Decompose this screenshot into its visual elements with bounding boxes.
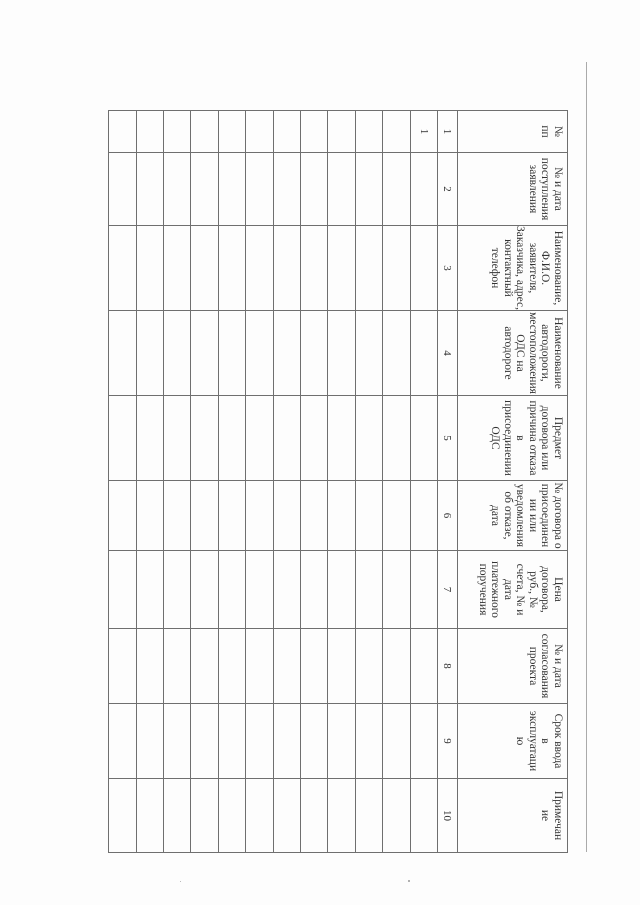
table-cell <box>328 779 355 853</box>
table-cell <box>410 226 437 311</box>
table-cell <box>136 779 163 853</box>
column-header-line: Заказчика, адрес, <box>514 226 527 310</box>
table-cell <box>136 481 163 551</box>
column-number: 5 <box>438 396 458 481</box>
table-cell <box>218 396 245 481</box>
column-header-line: договора, <box>539 566 552 613</box>
table-cell <box>355 153 382 226</box>
column-header-line: Цена <box>552 577 564 602</box>
table-row <box>136 111 163 853</box>
table-cell <box>410 311 437 396</box>
column-header-line: присоединен <box>539 483 552 548</box>
table-cell <box>246 629 273 704</box>
column-header-line: № и дата <box>552 167 564 211</box>
table-cell <box>328 481 355 551</box>
table-cell <box>163 629 190 704</box>
column-header-line: ОДС на <box>514 334 527 372</box>
table-cell <box>109 153 137 226</box>
table-cell <box>109 629 137 704</box>
table-cell <box>383 704 410 779</box>
table-cell <box>328 311 355 396</box>
column-header-line: ие <box>539 809 552 822</box>
table-cell <box>410 704 437 779</box>
table-cell <box>383 551 410 629</box>
table-cell <box>273 704 300 779</box>
table-cell <box>136 111 163 153</box>
column-header-line: эксплуатаци <box>527 710 539 772</box>
table-cell <box>300 226 327 311</box>
table-cell <box>273 311 300 396</box>
table-cell <box>410 629 437 704</box>
column-number: 3 <box>438 226 458 311</box>
column-header-line: контактный <box>502 239 514 297</box>
table-row <box>218 111 245 853</box>
table-row <box>383 111 410 853</box>
table-cell <box>191 551 218 629</box>
table-cell <box>163 111 190 153</box>
table-row <box>355 111 382 853</box>
table-cell <box>163 153 190 226</box>
column-header-line: автодороге <box>502 326 514 380</box>
column-header-line: ОДС <box>489 426 502 450</box>
table-cell <box>383 396 410 481</box>
column-header-line: № и дата <box>552 644 564 688</box>
column-number: 7 <box>438 551 458 629</box>
table-cell <box>109 111 137 153</box>
table-cell <box>383 111 410 153</box>
table-cell <box>300 629 327 704</box>
table-cell <box>136 704 163 779</box>
table-cell <box>246 396 273 481</box>
column-header-line: согласования <box>539 633 552 699</box>
table-cell <box>191 629 218 704</box>
table-cell <box>273 779 300 853</box>
table-cell <box>355 704 382 779</box>
column-header-line: № договора о <box>552 482 564 549</box>
table-cell <box>273 629 300 704</box>
table-cell <box>109 396 137 481</box>
column-header <box>458 226 568 311</box>
column-header-line: Наименование, <box>552 230 564 306</box>
table-cell <box>355 551 382 629</box>
table-row <box>246 111 273 853</box>
table-cell <box>136 226 163 311</box>
table-cell <box>218 311 245 396</box>
table-cell <box>383 153 410 226</box>
table-cell <box>191 704 218 779</box>
column-header-line: Предмет <box>552 416 564 460</box>
table-cell <box>163 481 190 551</box>
column-number: 4 <box>438 311 458 396</box>
table-cell <box>136 629 163 704</box>
table-cell <box>246 311 273 396</box>
column-header-line: договора или <box>539 405 552 471</box>
table-cell <box>136 153 163 226</box>
table-cell <box>246 551 273 629</box>
column-header-line: дата <box>489 505 502 526</box>
row-number: 1 <box>410 111 437 153</box>
table-cell <box>136 396 163 481</box>
register-table <box>108 110 568 853</box>
column-header-line: причина отказа <box>527 400 539 476</box>
column-header-line: проекта <box>527 646 539 686</box>
table-cell <box>246 779 273 853</box>
table-cell <box>410 481 437 551</box>
table-cell <box>109 779 137 853</box>
column-header-line: ии или <box>527 498 539 533</box>
column-header-line: заявителя, <box>527 242 539 294</box>
table-cell <box>246 704 273 779</box>
table-cell <box>191 779 218 853</box>
table-cell <box>163 551 190 629</box>
column-header-line: об отказе, <box>502 491 514 540</box>
column-header-line: Срок ввода <box>552 713 564 769</box>
column-header-line: автодороги, <box>539 324 552 382</box>
column-header-line: поручения <box>477 563 489 616</box>
column-header <box>458 704 568 779</box>
table-cell <box>355 481 382 551</box>
column-number: 1 <box>438 111 458 153</box>
table-cell <box>136 551 163 629</box>
table-cell <box>273 396 300 481</box>
table-cell <box>383 481 410 551</box>
column-header <box>458 396 568 481</box>
column-number: 9 <box>438 704 458 779</box>
table-cell <box>218 226 245 311</box>
column-header-line: № <box>552 126 564 137</box>
table-row <box>163 111 190 853</box>
column-number: 10 <box>438 779 458 853</box>
column-header-line: Примечан <box>552 790 564 841</box>
table-cell <box>191 311 218 396</box>
column-header <box>458 153 568 226</box>
table-cell <box>191 226 218 311</box>
table-row <box>410 111 437 853</box>
table-cell <box>328 704 355 779</box>
table-body <box>109 111 438 853</box>
table-cell <box>410 779 437 853</box>
table-cell <box>273 481 300 551</box>
column-number-row <box>438 111 458 853</box>
table-row <box>328 111 355 853</box>
table-cell <box>328 153 355 226</box>
table-cell <box>328 551 355 629</box>
table-row <box>109 111 137 853</box>
column-header-line: в <box>539 738 552 744</box>
table-cell <box>218 629 245 704</box>
table-cell <box>300 311 327 396</box>
table-cell <box>246 481 273 551</box>
table-cell <box>328 629 355 704</box>
table-cell <box>191 396 218 481</box>
column-header <box>458 629 568 704</box>
table-cell <box>109 481 137 551</box>
table-cell <box>300 551 327 629</box>
table-cell <box>246 226 273 311</box>
table-row <box>273 111 300 853</box>
table-cell <box>300 704 327 779</box>
table-cell <box>355 779 382 853</box>
table-cell <box>218 779 245 853</box>
column-header-line: в <box>514 435 527 441</box>
table-cell <box>300 481 327 551</box>
table-cell <box>300 111 327 153</box>
column-header-line: заявления <box>527 164 539 214</box>
table-cell <box>163 396 190 481</box>
table-cell <box>109 226 137 311</box>
table-cell <box>328 111 355 153</box>
column-header <box>458 779 568 853</box>
column-header-line: платежного <box>489 561 502 618</box>
table-cell <box>410 396 437 481</box>
table-cell <box>355 226 382 311</box>
scan-speck <box>408 880 410 882</box>
table-cell <box>163 311 190 396</box>
column-header-line: ю <box>514 736 527 746</box>
page-edge-line <box>586 62 587 852</box>
table-cell <box>273 111 300 153</box>
table-cell <box>218 704 245 779</box>
table-cell <box>383 779 410 853</box>
table-cell <box>328 396 355 481</box>
column-header-line: поступления <box>539 157 552 221</box>
column-header <box>458 111 568 153</box>
table-cell <box>273 226 300 311</box>
column-header-line: пп <box>539 125 552 138</box>
table-cell <box>246 153 273 226</box>
column-header-line: телефон <box>489 247 502 289</box>
table-cell <box>300 396 327 481</box>
table-cell <box>273 551 300 629</box>
column-number: 2 <box>438 153 458 226</box>
table-cell <box>355 629 382 704</box>
column-number: 6 <box>438 481 458 551</box>
column-number: 8 <box>438 629 458 704</box>
table-cell <box>109 551 137 629</box>
table-cell <box>273 153 300 226</box>
rotated-table-container <box>108 110 568 852</box>
table-row <box>191 111 218 853</box>
table-cell <box>191 111 218 153</box>
column-header-line: местоположения <box>527 312 539 394</box>
column-header <box>458 551 568 629</box>
column-header-line: присоединении <box>502 400 514 476</box>
table-row <box>300 111 327 853</box>
column-header-line: руб., № <box>527 571 539 608</box>
column-header <box>458 481 568 551</box>
column-header-line: уведомления <box>514 483 527 548</box>
table-cell <box>163 779 190 853</box>
table-cell <box>163 704 190 779</box>
table-cell <box>218 153 245 226</box>
table-cell <box>383 226 410 311</box>
table-cell <box>191 481 218 551</box>
table-cell <box>136 311 163 396</box>
table-cell <box>163 226 190 311</box>
header-row <box>458 111 568 853</box>
table-cell <box>355 311 382 396</box>
column-header-line: Наименование <box>552 317 564 389</box>
table-cell <box>218 111 245 153</box>
table-cell <box>218 551 245 629</box>
table-cell <box>355 396 382 481</box>
table-cell <box>246 111 273 153</box>
table-cell <box>383 311 410 396</box>
table-cell <box>300 779 327 853</box>
scan-speck <box>180 881 181 882</box>
table-cell <box>191 153 218 226</box>
column-header-line: Ф.И.О. <box>539 250 552 286</box>
column-header-line: дата <box>502 579 514 600</box>
table-cell <box>218 481 245 551</box>
table-cell <box>383 629 410 704</box>
table-cell <box>328 226 355 311</box>
table-cell <box>109 311 137 396</box>
table-cell <box>410 153 437 226</box>
column-header-line: счета, № и <box>514 563 527 616</box>
table-cell <box>109 704 137 779</box>
table-cell <box>355 111 382 153</box>
table-cell <box>410 551 437 629</box>
column-header <box>458 311 568 396</box>
table-cell <box>300 153 327 226</box>
